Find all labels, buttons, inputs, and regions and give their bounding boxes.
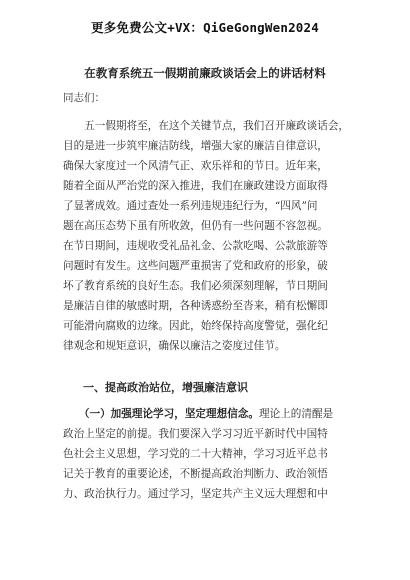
paragraph-intro [63, 116, 359, 356]
paragraph-line: 坏了教育系统的良好生态。我们必须深刻理解，节日期间 [63, 280, 328, 292]
paragraph-line [63, 404, 359, 424]
paragraph-line: 律观念和规矩意识，确保以廉洁之姿度过佳节。 [63, 340, 286, 352]
paragraph-line: 了显著成效。通过查处一系列违规违纪行为，“四风”问 [63, 200, 318, 212]
paragraph-line: 色社会主义思想，学习党的二十大精神，学习习近平总书 [63, 448, 328, 460]
paragraph-line: 政治上坚定的前提。我们要深入学习习近平新时代中国特 [63, 428, 328, 440]
paragraph-line-rest: 理论上的清醒是 [258, 408, 334, 420]
watermark-text: 更多免费公文+VX：QiGeGongWen2024 [91, 20, 319, 35]
paragraph-theory [63, 404, 359, 504]
salutation: 同志们： [63, 92, 105, 104]
paragraph-line: 五一假期将至，在这个关键节点，我们召开廉政谈话会， [63, 120, 350, 132]
paragraph-line: 记关于教育的重要论述，不断提高政治判断力、政治领悟 [63, 468, 328, 480]
paragraph-line: 在节日期间，违规收受礼品礼金、公款吃喝、公款旅游等 [63, 240, 328, 252]
paragraph-line: 是廉洁自律的敏感时期，各种诱惑纷至沓来，稍有松懈即 [63, 300, 328, 312]
paragraph-line: 问题时有发生。这些问题严重损害了党和政府的形象，破 [63, 260, 328, 272]
paragraph-line: 随着全面从严治党的深入推进，我们在廉政建设方面取得 [63, 180, 328, 192]
document-title: 在教育系统五一假期前廉政谈话会上的讲话材料 [84, 66, 326, 80]
paragraph-line: 确保大家度过一个风清气正、欢乐祥和的节日。近年来， [63, 160, 328, 172]
sub-heading: （一）加强理论学习，坚定理想信念。 [84, 408, 259, 420]
paragraph-line: 目的是进一步筑牢廉洁防线，增强大家的廉洁自律意识， [63, 140, 328, 152]
paragraph-line: 题在高压态势下虽有所收敛，但仍有一些问题不容忽视。 [63, 220, 328, 232]
section-heading: 一、提高政治站位，增强廉洁意识 [83, 381, 248, 394]
paragraph-line: 力、政治执行力。通过学习，坚定共产主义远大理想和中 [63, 488, 328, 500]
paragraph-line: 可能滑向腐败的边缘。因此，始终保持高度警觉，强化纪 [63, 320, 328, 332]
